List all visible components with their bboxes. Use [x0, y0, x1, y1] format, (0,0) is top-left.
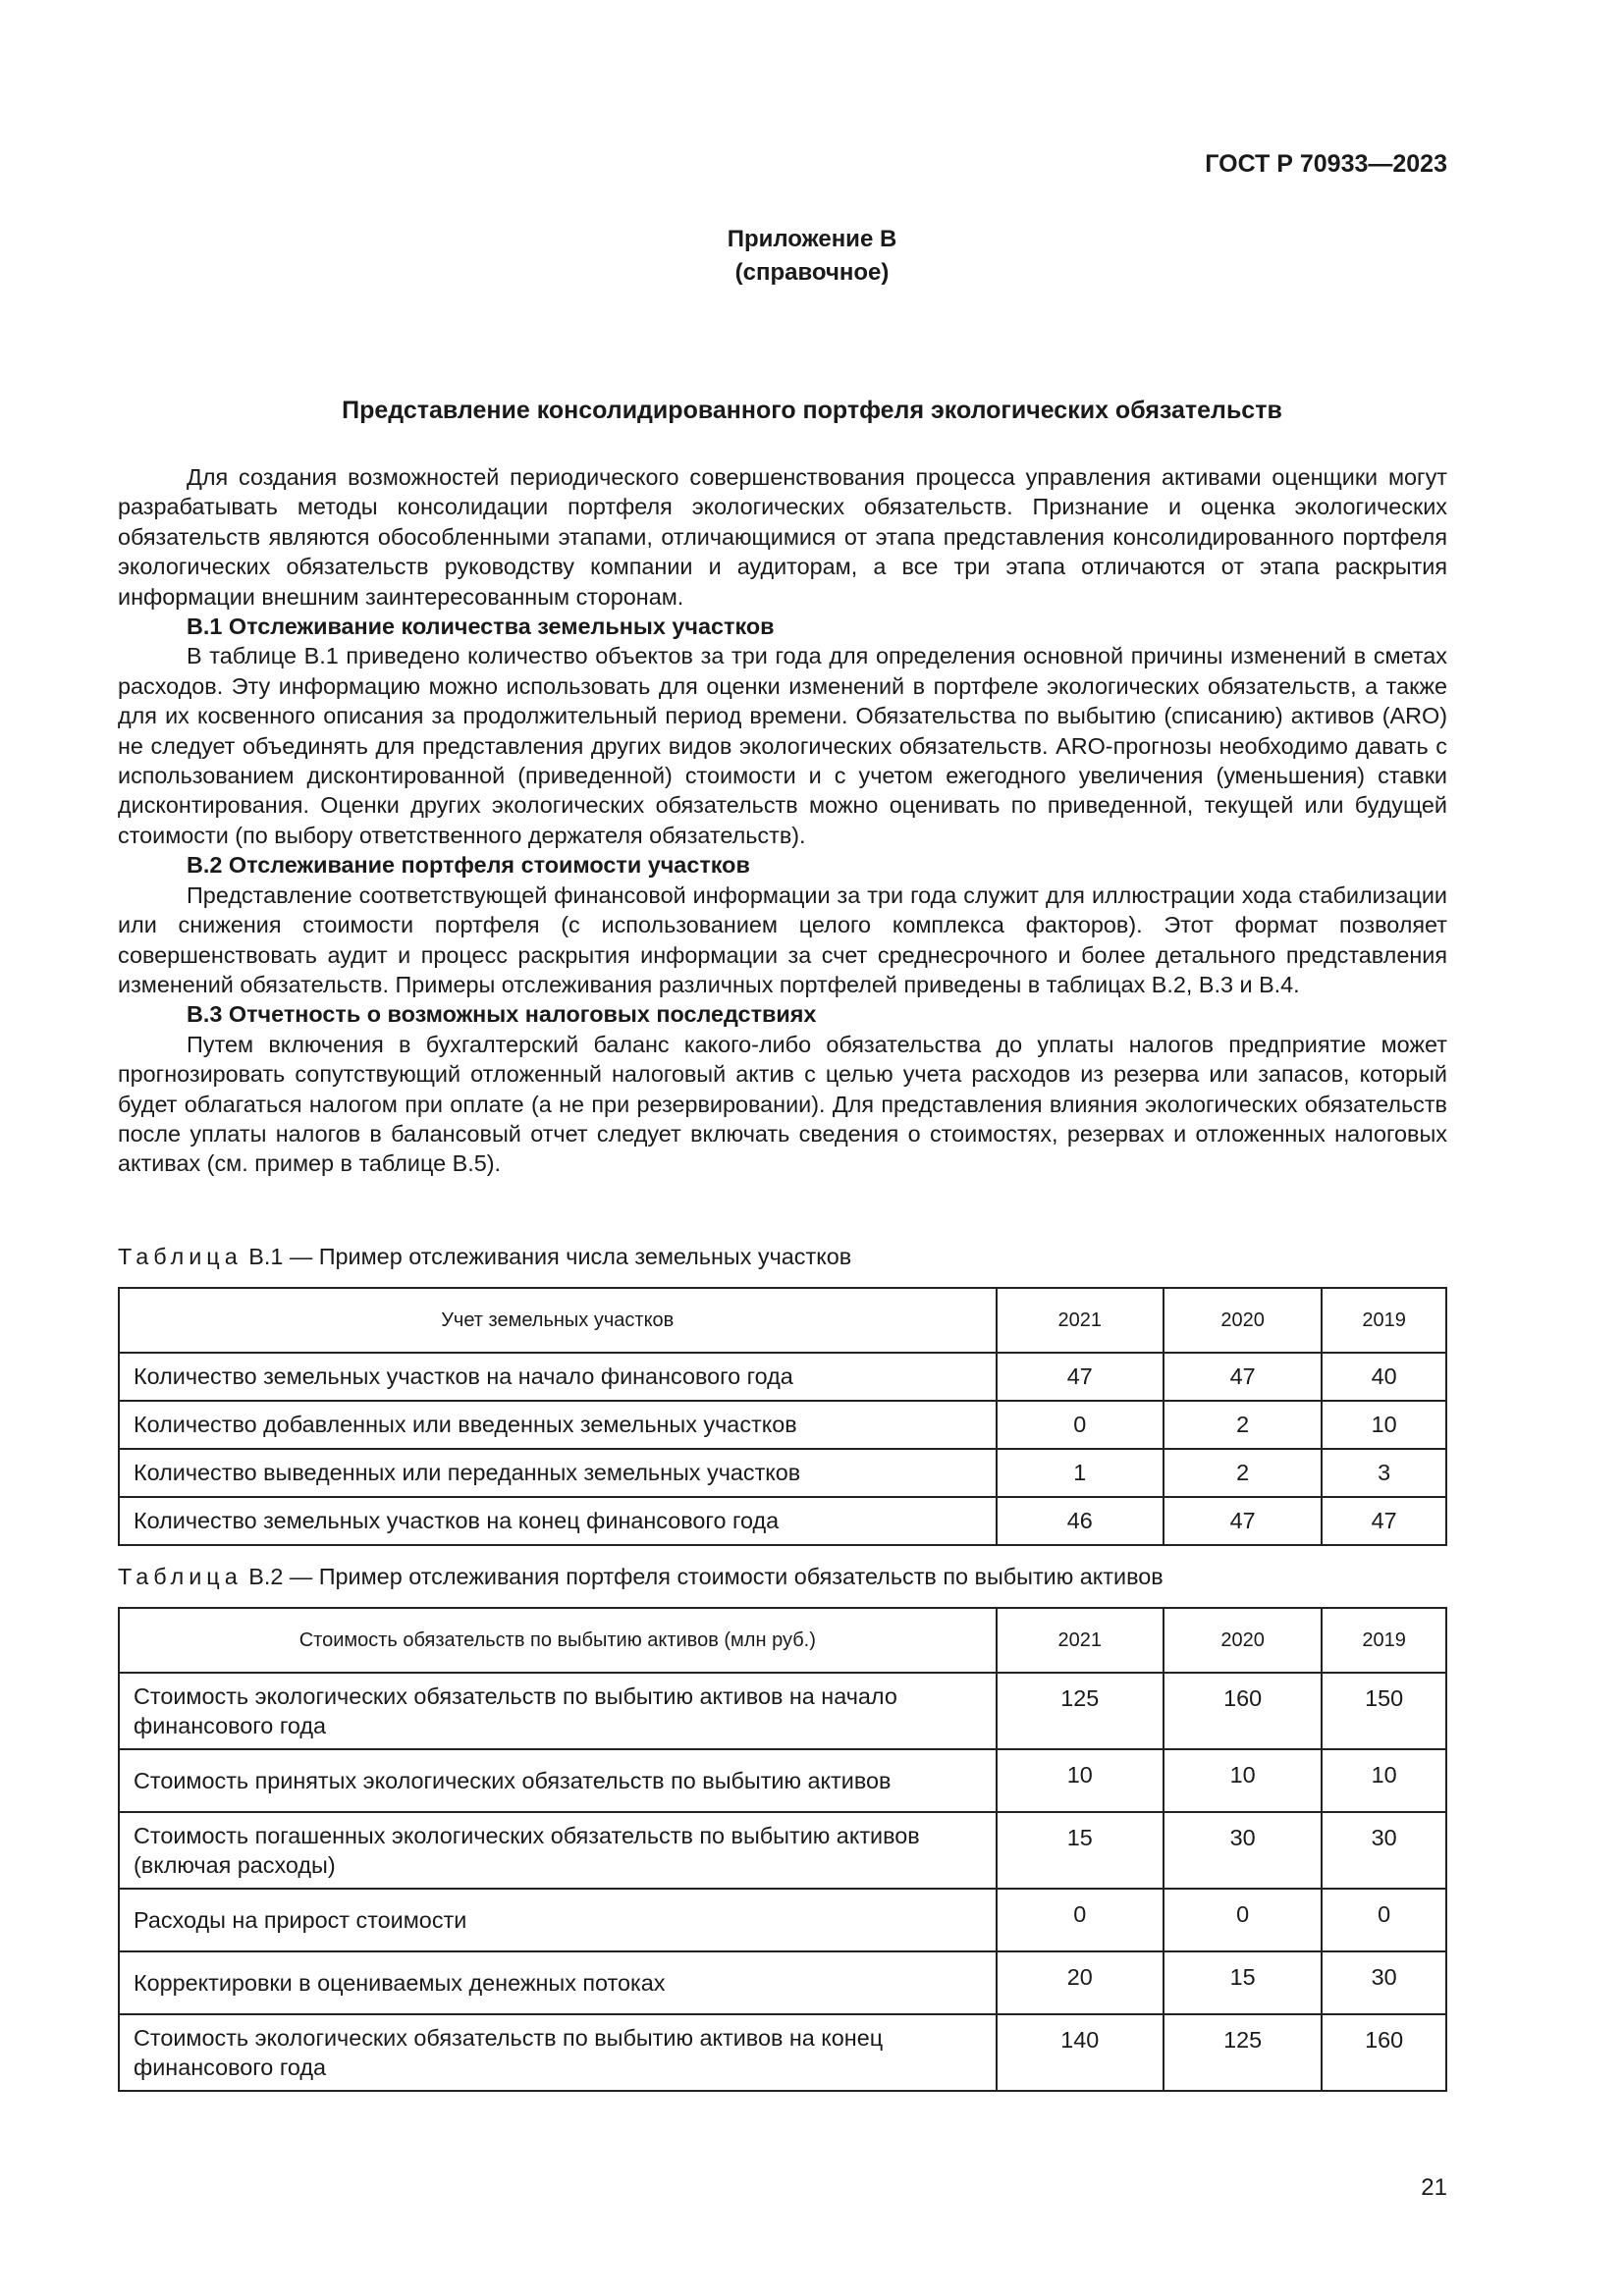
table-caption-prefix: Таблица — [118, 1244, 243, 1269]
table-cell: 47 — [1164, 1497, 1322, 1545]
intro-paragraph: Для создания возможностей периодического совершенствования процесса управления активами оценщики могут разрабатывать методы консолидации портфеля экологических обязательств. Признание и оценка экологических обязательств являются обособленными этапами, отличающимися от этапа представления консолидированного портфеля экологических обязательств руководству компании и аудиторам, а все три этапа отличаются от этапа раскрытия информации внешним заинтересованным сторонам. — [118, 464, 1447, 610]
table-cell: 0 — [997, 1889, 1164, 1951]
table-header-cell: 2019 — [1322, 1608, 1446, 1673]
table-cell: 2 — [1164, 1401, 1322, 1449]
section-paragraph: Путем включения в бухгалтерский баланс какого-либо обязательства до уплаты налогов предприятие может прогнозировать сопутствующий отложенный налоговый актив с целью учета расходов из резерва или запасов, который будет облагаться налогом при оплате (а не при резервировании). Для представления влияния экологических обязательств после уплаты налогов в балансовый отчет следует включать сведения о стоимостях, резервах и отложенных налоговых активах (см. пример в таблице В.5). — [118, 1031, 1447, 1177]
table-cell: 3 — [1322, 1449, 1446, 1497]
table-cell: 40 — [1322, 1353, 1446, 1401]
table-cell: Количество добавленных или введенных земельных участков — [119, 1401, 997, 1449]
table-cell: Стоимость погашенных экологических обязательств по выбытию активов (включая расходы) — [119, 1812, 997, 1889]
page-number: 21 — [1421, 2174, 1447, 2201]
table-cell: Стоимость экологических обязательств по выбытию активов на начало финансового года — [119, 1673, 997, 1749]
table-row — [119, 1749, 1446, 1812]
table-cell: 15 — [1164, 1951, 1322, 2014]
section-paragraph: Представление соответствующей финансовой информации за три года служит для иллюстрации хода стабилизации или снижения стоимости портфеля (с использованием целого комплекса факторов). Этот формат позволяет совершенствовать аудит и процесс раскрытия информации за счет среднесрочного и более детального представления изменений обязательств. Примеры отслеживания различных портфелей приведены в таблицах В.2, В.3 и В.4. — [118, 881, 1447, 997]
table-cell: Количество земельных участков на начало финансового года — [119, 1353, 997, 1401]
table-cell: 47 — [1164, 1353, 1322, 1401]
land-plots-table — [118, 1287, 1447, 1546]
table-cell: 10 — [997, 1749, 1164, 1812]
table-cell: 125 — [997, 1673, 1164, 1749]
table-row — [119, 1812, 1446, 1889]
table-cell: 20 — [997, 1951, 1164, 2014]
table-cell: 0 — [1164, 1889, 1322, 1951]
table-cell: 160 — [1164, 1673, 1322, 1749]
table-cell: 47 — [1322, 1497, 1446, 1545]
table-row — [119, 1673, 1446, 1749]
appendix-title: Представление консолидированного портфеля экологических обязательств — [342, 397, 1282, 424]
table-cell: 10 — [1322, 1749, 1446, 1812]
table-cell: Корректировки в оцениваемых денежных потоках — [119, 1951, 997, 2014]
table-row — [119, 1353, 1446, 1401]
document-code: ГОСТ Р 70933—2023 — [1205, 150, 1447, 178]
table-row — [119, 1951, 1446, 2014]
table-header-row — [119, 1608, 1446, 1673]
table-caption-prefix: Таблица — [118, 1564, 243, 1589]
section-heading: В.2 Отслеживание портфеля стоимости участков — [187, 852, 750, 879]
table-cell: 30 — [1322, 1812, 1446, 1889]
table-row — [119, 2014, 1446, 2091]
table-cell: Стоимость принятых экологических обязательств по выбытию активов — [119, 1749, 997, 1812]
table-row — [119, 1497, 1446, 1545]
table-cell: 30 — [1322, 1951, 1446, 2014]
table-cell: 10 — [1164, 1749, 1322, 1812]
section-heading: В.1 Отслеживание количества земельных участков — [187, 614, 775, 640]
table-cell: 0 — [1322, 1889, 1446, 1951]
table-cell: 125 — [1164, 2014, 1322, 2091]
table-cell: 160 — [1322, 2014, 1446, 2091]
table-cell: 2 — [1164, 1449, 1322, 1497]
table-cell: 15 — [997, 1812, 1164, 1889]
table-cell: Количество земельных участков на конец финансового года — [119, 1497, 997, 1545]
table-cell: 0 — [997, 1401, 1164, 1449]
table-cell: 1 — [997, 1449, 1164, 1497]
appendix-type: (справочное) — [734, 259, 890, 286]
table-cell: Расходы на прирост стоимости — [119, 1889, 997, 1951]
section-heading: В.3 Отчетность о возможных налоговых последствиях — [187, 1001, 817, 1028]
table-header-cell: 2021 — [997, 1608, 1164, 1673]
table-cell: 47 — [997, 1353, 1164, 1401]
appendix-label: Приложение В — [727, 226, 897, 252]
table-header-cell: 2019 — [1322, 1288, 1446, 1353]
table-cell: Количество выведенных или переданных земельных участков — [119, 1449, 997, 1497]
table-header-cell: 2021 — [997, 1288, 1164, 1353]
table-caption-text: В.2 — Пример отслеживания портфеля стоимости обязательств по выбытию активов — [242, 1564, 1164, 1589]
table-cell: 140 — [997, 2014, 1164, 2091]
table-cell: 150 — [1322, 1673, 1446, 1749]
table-caption-text: В.1 — Пример отслеживания числа земельных участков — [242, 1244, 852, 1269]
table-row — [119, 1889, 1446, 1951]
table-cell: Стоимость экологических обязательств по выбытию активов на конец финансового года — [119, 2014, 997, 2091]
section-paragraph: В таблице В.1 приведено количество объектов за три года для определения основной причины изменений в сметах расходов. Эту информацию можно использовать для оценки изменений в портфеле экологических обязательств, а также для их косвенного описания за продолжительный период времени. Обязательства по выбытию (списанию) активов (ARO) не следует объединять для представления других видов экологических обязательств. ARO-прогнозы необходимо давать с использованием дисконтированной (приведенной) стоимости и с учетом ежегодного увеличения (уменьшения) ставки дисконтирования. Оценки других экологических обязательств можно оценивать по приведенной, текущей или будущей стоимости (по выбору ответственного держателя обязательств). — [118, 643, 1447, 848]
table-header-cell: Стоимость обязательств по выбытию активов (млн руб.) — [119, 1608, 997, 1673]
table-cell: 30 — [1164, 1812, 1322, 1889]
body-text — [118, 462, 1447, 1179]
table-caption — [118, 1564, 1164, 1590]
table-cell: 46 — [997, 1497, 1164, 1545]
table-header-cell: 2020 — [1164, 1608, 1322, 1673]
table-row — [119, 1449, 1446, 1497]
table-row — [119, 1401, 1446, 1449]
table-caption — [118, 1244, 851, 1270]
table-header-row — [119, 1288, 1446, 1353]
table-cell: 10 — [1322, 1401, 1446, 1449]
aro-cost-table — [118, 1607, 1447, 2092]
table-header-cell: Учет земельных участков — [119, 1288, 997, 1353]
table-header-cell: 2020 — [1164, 1288, 1322, 1353]
